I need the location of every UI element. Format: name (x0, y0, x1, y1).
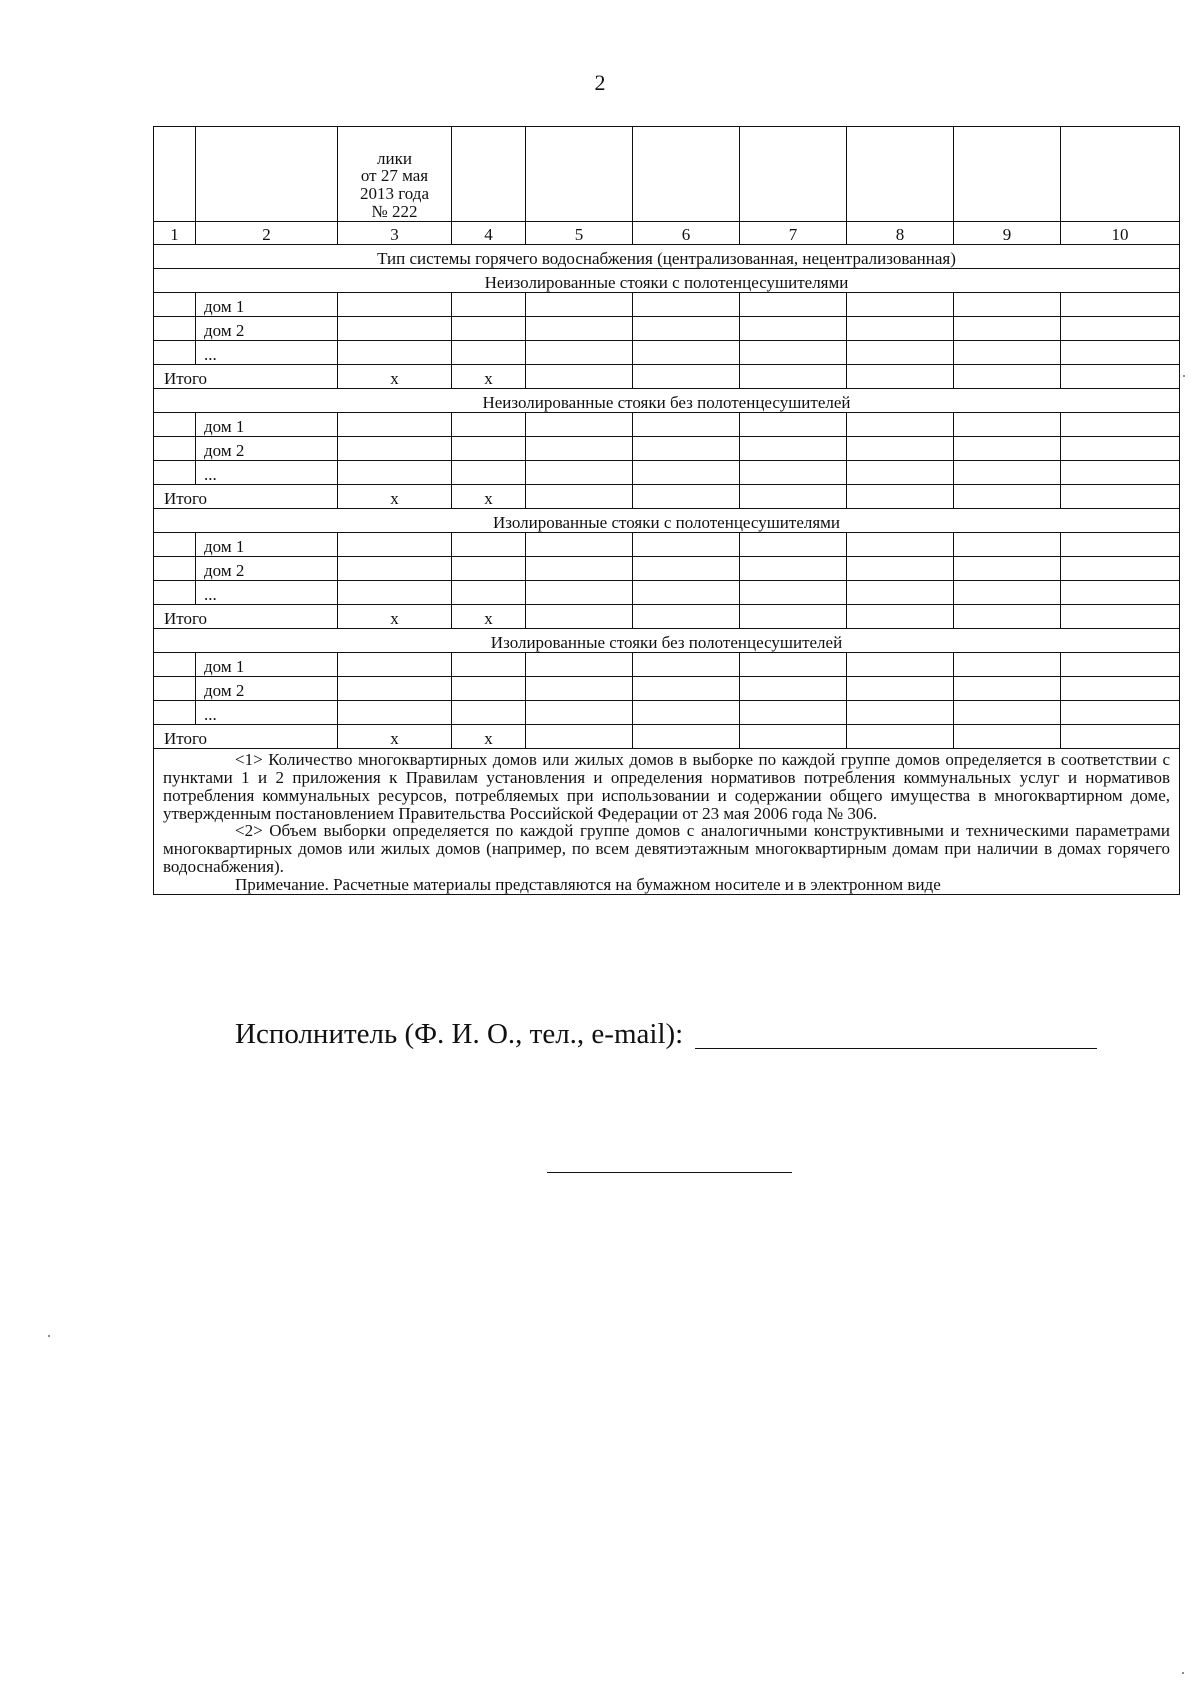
value-cell (526, 581, 633, 605)
value-cell (633, 581, 740, 605)
table-row (154, 341, 1180, 365)
value-cell (452, 341, 526, 365)
value-cell (633, 557, 740, 581)
row-number-cell (154, 653, 196, 677)
value-cell (1061, 677, 1180, 701)
footnote-2: <2> Объем выборки определяется по каждой группе домов с аналогичными конструктивными и техническими параметрами многоквартирных домов или жилых домов (например, по всем девятиэтажным многоквартирным домам при наличии в домах горячего водоснабжения). (163, 821, 1170, 877)
value-cell (954, 533, 1061, 557)
value-cell (954, 653, 1061, 677)
scan-speck (48, 1335, 50, 1337)
value-cell (954, 701, 1061, 725)
column-number: 6 (633, 222, 740, 245)
value-cell (338, 317, 452, 341)
value-cell (338, 653, 452, 677)
value-cell (633, 485, 740, 509)
value-cell (740, 581, 847, 605)
house-name: дом 1 (196, 533, 338, 557)
total-col3-mark: x (338, 485, 452, 509)
table-row (154, 701, 1180, 725)
scan-speck (1183, 375, 1185, 377)
section-title: Изолированные стояки с полотенцесушителями (154, 509, 1180, 533)
value-cell (1061, 365, 1180, 389)
total-row (154, 605, 1180, 629)
house-name: дом 2 (196, 557, 338, 581)
value-cell (338, 557, 452, 581)
value-cell (740, 533, 847, 557)
value-cell (526, 533, 633, 557)
total-col3-mark: x (338, 365, 452, 389)
value-cell (633, 701, 740, 725)
value-cell (740, 341, 847, 365)
table-row (154, 413, 1180, 437)
value-cell (526, 341, 633, 365)
row-number-cell (154, 341, 196, 365)
value-cell (847, 461, 954, 485)
row-number-cell (154, 461, 196, 485)
house-name: ... (196, 581, 338, 605)
value-cell (740, 725, 847, 749)
value-cell (847, 485, 954, 509)
value-cell (633, 605, 740, 629)
value-cell (847, 437, 954, 461)
total-row (154, 365, 1180, 389)
value-cell (954, 605, 1061, 629)
table-row (154, 293, 1180, 317)
value-cell (633, 677, 740, 701)
table-row (154, 677, 1180, 701)
value-cell (633, 365, 740, 389)
table-row (154, 461, 1180, 485)
house-name: ... (196, 461, 338, 485)
row-number-cell (154, 677, 196, 701)
value-cell (526, 485, 633, 509)
value-cell (1061, 293, 1180, 317)
value-cell (847, 365, 954, 389)
value-cell (1061, 533, 1180, 557)
value-cell (1061, 653, 1180, 677)
value-cell (740, 701, 847, 725)
column-number: 7 (740, 222, 847, 245)
value-cell (633, 461, 740, 485)
value-cell (633, 413, 740, 437)
scan-speck (1182, 1672, 1184, 1674)
column-numbers-row (154, 222, 1180, 245)
value-cell (954, 413, 1061, 437)
value-cell (954, 725, 1061, 749)
value-cell (452, 677, 526, 701)
section-title-row (154, 389, 1180, 413)
value-cell (338, 413, 452, 437)
section-title: Неизолированные стояки без полотенцесушителей (154, 389, 1180, 413)
value-cell (338, 677, 452, 701)
value-cell (526, 317, 633, 341)
closing-line (547, 1172, 792, 1173)
row-number-cell (154, 557, 196, 581)
column-number: 3 (338, 222, 452, 245)
section-title: Неизолированные стояки с полотенцесушителями (154, 269, 1180, 293)
value-cell (740, 317, 847, 341)
notes-row (154, 749, 1180, 895)
value-cell (452, 533, 526, 557)
column-number: 1 (154, 222, 196, 245)
row-number-cell (154, 293, 196, 317)
value-cell (954, 461, 1061, 485)
table-row (154, 557, 1180, 581)
value-cell (1061, 341, 1180, 365)
value-cell (954, 341, 1061, 365)
value-cell (847, 653, 954, 677)
row-number-cell (154, 317, 196, 341)
row-number-cell (154, 437, 196, 461)
total-label: Итого (154, 365, 338, 389)
value-cell (740, 461, 847, 485)
column-number: 9 (954, 222, 1061, 245)
value-cell (1061, 485, 1180, 509)
value-cell (847, 317, 954, 341)
column-3-header-continuation: лики от 27 мая 2013 года № 222 (338, 127, 452, 222)
value-cell (740, 557, 847, 581)
section-title-row (154, 269, 1180, 293)
row-number-cell (154, 413, 196, 437)
value-cell (740, 605, 847, 629)
total-col4-mark: x (452, 485, 526, 509)
total-label: Итого (154, 725, 338, 749)
total-row (154, 485, 1180, 509)
value-cell (1061, 605, 1180, 629)
header-continuation-row (154, 127, 1180, 222)
column-number: 4 (452, 222, 526, 245)
value-cell (633, 293, 740, 317)
value-cell (526, 653, 633, 677)
remark: Примечание. Расчетные материалы представляются на бумажном носителе и в электронном виде (235, 874, 941, 894)
value-cell (452, 293, 526, 317)
column-number: 8 (847, 222, 954, 245)
total-label: Итого (154, 485, 338, 509)
value-cell (452, 413, 526, 437)
executor-signature-line (695, 1048, 1097, 1049)
value-cell (633, 341, 740, 365)
total-col4-mark: x (452, 725, 526, 749)
row-number-cell (154, 701, 196, 725)
value-cell (338, 293, 452, 317)
value-cell (740, 653, 847, 677)
value-cell (452, 557, 526, 581)
table-row (154, 437, 1180, 461)
value-cell (452, 581, 526, 605)
value-cell (954, 317, 1061, 341)
section-title-row (154, 629, 1180, 653)
total-col4-mark: x (452, 365, 526, 389)
value-cell (633, 317, 740, 341)
value-cell (847, 293, 954, 317)
value-cell (526, 293, 633, 317)
data-table (153, 126, 1180, 895)
column-number: 2 (196, 222, 338, 245)
total-col4-mark: x (452, 605, 526, 629)
value-cell (954, 485, 1061, 509)
column-number: 5 (526, 222, 633, 245)
value-cell (847, 413, 954, 437)
row-number-cell (154, 533, 196, 557)
value-cell (1061, 557, 1180, 581)
value-cell (847, 581, 954, 605)
footnote-1: <1> Количество многоквартирных домов или жилых домов в выборке по каждой группе домов определяется в соответствии с пунктами 1 и 2 приложения к Правилам установления и определения нормативов потребления коммунальных услуг и нормативов потребления коммунальных ресурсов, потребляемых при использовании и содержании общего имущества в многоквартирном доме, утвержденным постановлением Правительства Российской Федерации от 23 мая 2006 года № 306. (163, 750, 1170, 823)
value-cell (1061, 317, 1180, 341)
value-cell (954, 365, 1061, 389)
table-row (154, 533, 1180, 557)
total-label: Итого (154, 605, 338, 629)
system-type-label: Тип системы горячего водоснабжения (централизованная, нецентрализованная) (154, 245, 1180, 269)
house-name: дом 2 (196, 317, 338, 341)
executor-label: Исполнитель (Ф. И. О., тел., e-mail): (235, 1018, 684, 1050)
value-cell (633, 533, 740, 557)
house-name: дом 1 (196, 653, 338, 677)
value-cell (847, 341, 954, 365)
value-cell (1061, 413, 1180, 437)
value-cell (452, 653, 526, 677)
value-cell (338, 581, 452, 605)
value-cell (338, 437, 452, 461)
value-cell (526, 413, 633, 437)
value-cell (526, 557, 633, 581)
total-col3-mark: x (338, 725, 452, 749)
value-cell (740, 293, 847, 317)
value-cell (452, 461, 526, 485)
value-cell (954, 437, 1061, 461)
house-name: дом 1 (196, 413, 338, 437)
value-cell (452, 437, 526, 461)
value-cell (338, 341, 452, 365)
total-col3-mark: x (338, 605, 452, 629)
value-cell (338, 533, 452, 557)
value-cell (847, 605, 954, 629)
house-name: дом 2 (196, 677, 338, 701)
value-cell (526, 605, 633, 629)
value-cell (526, 461, 633, 485)
value-cell (452, 317, 526, 341)
value-cell (740, 677, 847, 701)
table-row (154, 653, 1180, 677)
value-cell (847, 533, 954, 557)
value-cell (847, 701, 954, 725)
value-cell (740, 437, 847, 461)
total-row (154, 725, 1180, 749)
table-row (154, 317, 1180, 341)
section-title-row (154, 509, 1180, 533)
house-name: дом 2 (196, 437, 338, 461)
value-cell (847, 557, 954, 581)
value-cell (526, 677, 633, 701)
house-name: ... (196, 341, 338, 365)
footnotes (154, 749, 1180, 895)
value-cell (633, 653, 740, 677)
section-title: Изолированные стояки без полотенцесушителей (154, 629, 1180, 653)
value-cell (526, 725, 633, 749)
value-cell (847, 725, 954, 749)
value-cell (633, 725, 740, 749)
value-cell (1061, 725, 1180, 749)
value-cell (954, 581, 1061, 605)
value-cell (740, 365, 847, 389)
row-number-cell (154, 581, 196, 605)
value-cell (1061, 701, 1180, 725)
value-cell (633, 437, 740, 461)
value-cell (338, 701, 452, 725)
value-cell (954, 293, 1061, 317)
value-cell (526, 365, 633, 389)
value-cell (954, 677, 1061, 701)
value-cell (526, 437, 633, 461)
value-cell (847, 677, 954, 701)
table-row (154, 581, 1180, 605)
house-name: ... (196, 701, 338, 725)
value-cell (526, 701, 633, 725)
system-type-row (154, 245, 1180, 269)
value-cell (1061, 437, 1180, 461)
value-cell (740, 413, 847, 437)
value-cell (452, 701, 526, 725)
page-number: 2 (594, 70, 606, 95)
house-name: дом 1 (196, 293, 338, 317)
value-cell (740, 485, 847, 509)
value-cell (338, 461, 452, 485)
value-cell (1061, 581, 1180, 605)
column-number: 10 (1061, 222, 1180, 245)
value-cell (954, 557, 1061, 581)
value-cell (1061, 461, 1180, 485)
